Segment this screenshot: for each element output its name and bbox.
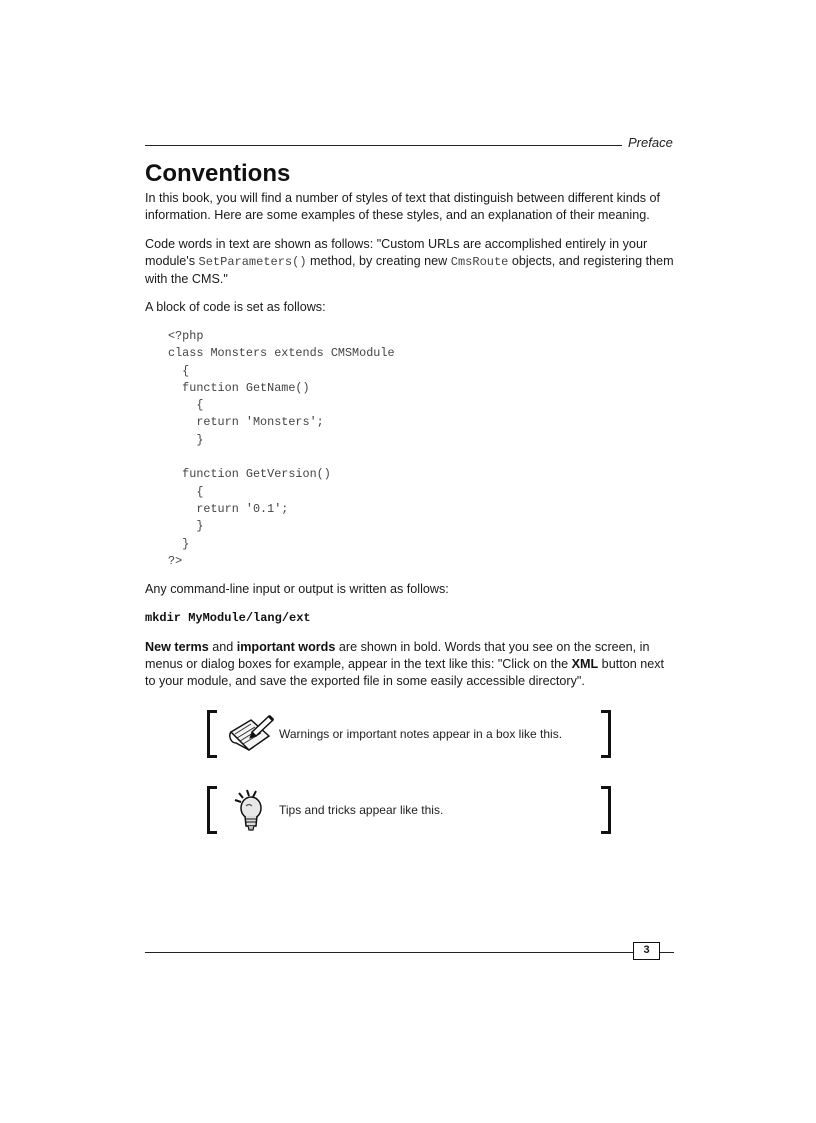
code-line: ?>: [168, 553, 183, 568]
bold-important-words: important words: [236, 640, 336, 654]
pencil-note-icon: [225, 710, 277, 758]
code-line: return '0.1';: [168, 501, 289, 516]
code-words-paragraph: [145, 236, 675, 288]
code-line: class Monsters extends CMSModule: [168, 346, 395, 361]
lightbulb-icon: [225, 786, 277, 834]
code-block-intro: A block of code is set as follows:: [145, 300, 326, 314]
intro-paragraph: In this book, you will find a number of styles of text that distinguish between different kinds of information. Here are some examples of these styles, and an explanation of their meaning.: [145, 191, 660, 222]
code-line: return 'Monsters';: [168, 415, 324, 430]
code-words-text-1: Code words in text are shown as follows: "Custom URLs are accomplished entirely in your module's: [145, 237, 648, 268]
warning-note-text: Warnings or important notes appear in a box like this.: [279, 727, 563, 741]
new-terms-text-3: button next to your module, and save the exported file in some easily accessible directory".: [145, 657, 665, 688]
code-block: [168, 328, 395, 570]
code-line: {: [168, 484, 204, 499]
right-bracket: [601, 710, 611, 758]
code-line: <?php: [168, 329, 204, 343]
code-line: }: [168, 536, 190, 551]
command-line-intro: Any command-line input or output is written as follows:: [145, 582, 449, 596]
command-line-example: mkdir MyModule/lang/ext: [145, 611, 311, 625]
footer-rule: [145, 952, 633, 953]
inline-code-setparameters: SetParameters(): [198, 255, 307, 269]
running-header: Preface: [628, 135, 673, 150]
code-line: {: [168, 398, 204, 413]
new-terms-text-2: are shown in bold. Words that you see on the screen, in menus or dialog boxes for example, appear in the text like this: "Click on the: [145, 640, 650, 671]
header-rule: [145, 145, 622, 146]
code-line: function GetName(): [168, 380, 310, 395]
left-bracket: [207, 710, 217, 758]
code-words-text-2: method, by creating new: [306, 254, 451, 268]
warning-note-box: [207, 710, 611, 760]
code-line: }: [168, 519, 204, 534]
code-words-text-3: objects, and registering them with the CMS.": [145, 254, 674, 286]
left-bracket: [207, 786, 217, 834]
footer-rule-end: [660, 952, 674, 953]
right-bracket: [601, 786, 611, 834]
section-heading: Conventions: [145, 160, 291, 187]
code-line: [168, 449, 395, 466]
code-line: }: [168, 432, 204, 447]
new-terms-text-1: and: [208, 640, 237, 654]
tip-note-text: Tips and tricks appear like this.: [279, 803, 444, 817]
code-line: {: [168, 363, 190, 378]
new-terms-paragraph: [145, 639, 675, 690]
bold-xml: XML: [571, 657, 599, 671]
code-line: function GetVersion(): [168, 467, 331, 482]
page-number: 3: [633, 942, 660, 960]
bold-new-terms: New terms: [145, 640, 209, 654]
tip-note-box: [207, 786, 611, 836]
inline-code-cmsroute: CmsRoute: [450, 255, 509, 269]
